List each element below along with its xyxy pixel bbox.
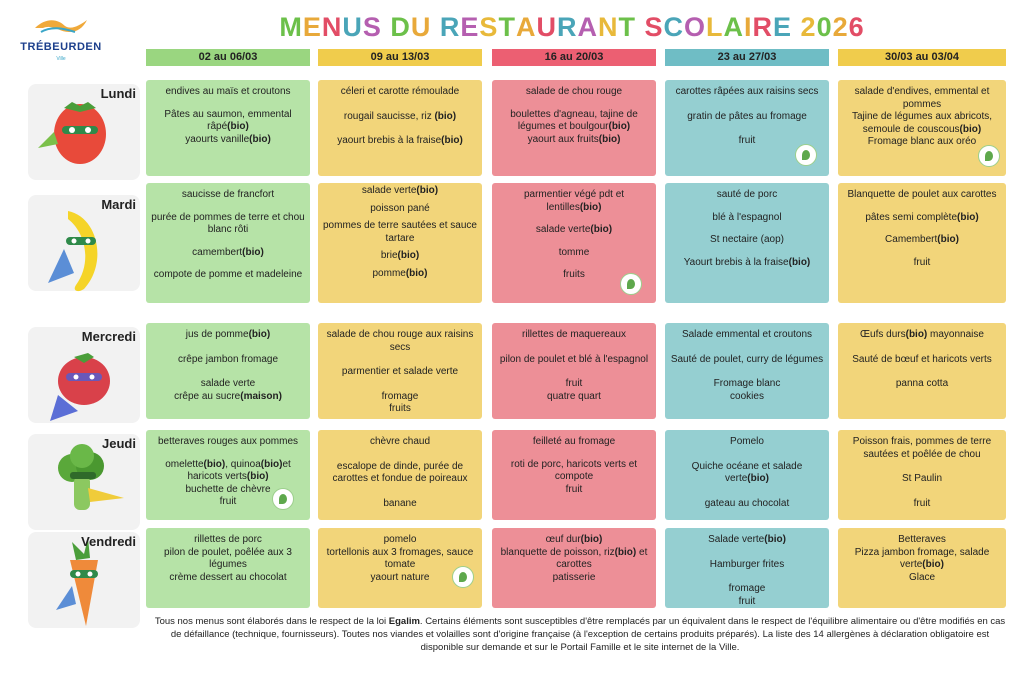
menu-item: Yaourt brebis à la fraise(bio)	[683, 256, 811, 268]
week-header-3: 16 au 20/03	[492, 49, 656, 66]
organic-label-icon	[978, 145, 1000, 167]
week-header-4: 23 au 27/03	[665, 49, 829, 66]
menu-cell-vendredi-week-5	[838, 528, 1006, 608]
organic-label-icon	[620, 273, 642, 295]
menu-cell-mardi-week-1	[146, 183, 310, 303]
menu-cell-jeudi-week-2	[318, 430, 482, 520]
menu-cell-mercredi-week-3	[492, 323, 656, 419]
menu-item: Quiche océane et salade verte(bio)	[691, 460, 803, 484]
day-label: Lundi	[100, 86, 136, 101]
menu-item: carottes râpées aux raisins secs	[675, 86, 819, 97]
menu-item: brie(bio)	[380, 250, 420, 261]
menu-item: betteraves rouges aux pommes	[157, 436, 299, 447]
menu-item: pâtes semi complète(bio)	[865, 211, 979, 223]
week-header-5: 30/03 au 03/04	[838, 49, 1006, 66]
menu-item: St Paulin	[901, 473, 943, 484]
organic-label-icon	[795, 144, 817, 166]
menu-item: Sauté de bœuf et haricots verts	[852, 353, 992, 365]
menu-item: salade d'endives, emmental et pommes Tajine de légumes aux abricots, semoule de couscous(bio) Fromage blanc aux oréo	[851, 86, 993, 147]
menu-item: salade verte(bio)	[361, 185, 439, 196]
menu-item: purée de pommes de terre et chou blanc rôti	[151, 211, 305, 235]
menu-item: St nectaire (aop)	[710, 234, 784, 245]
menu-item: Sauté de poulet, curry de légumes	[670, 353, 824, 365]
day-mardi	[14, 191, 142, 295]
menu-item: salade verte crêpe au sucre(maison)	[174, 378, 282, 402]
day-vendredi	[14, 528, 142, 632]
menu-item: salade de chou rouge aux raisins secs	[326, 329, 474, 353]
menu-item: Blanquette de poulet aux carottes	[847, 189, 997, 200]
menu-item: banane	[383, 497, 417, 509]
day-label: Mardi	[101, 197, 136, 212]
menu-item: pilon de poulet et blé à l'espagnol	[499, 353, 649, 365]
menu-cell-jeudi-week-4	[665, 430, 829, 520]
menu-cell-jeudi-week-3	[492, 430, 656, 520]
menu-cell-mardi-week-2	[318, 183, 482, 303]
menu-item: Camembert(bio)	[885, 234, 959, 245]
menu-item: fruit quatre quart	[547, 378, 601, 402]
menu-item: fruits	[563, 269, 585, 280]
footer-note: Tous nos menus sont élaborés dans le respect de la loi Egalim. Certains éléments sont susceptibles d'être remplacés par un équivalent dans le respect de l'équilibre alimentaire ou d'être modifiés en cas de défaillance (technique, fournisseurs). Toutes nos viandes et volailles sont d'origine française (à l'exception de certains produits préparés). La liste des 14 allergènes à déclaration obligatoire est disponible sur demande et sur le Portail Famille et le site internet de la Ville.	[154, 616, 1006, 653]
menu-item: blé à l'espagnol	[712, 211, 782, 223]
week-header-1: 02 au 06/03	[146, 49, 310, 66]
menu-item: rougail saucisse, riz (bio)	[343, 110, 457, 122]
menu-item: boulettes d'agneau, tajine de légumes et boulgour(bio) yaourt aux fruits(bio)	[510, 108, 638, 145]
menu-cell-lundi-week-2	[318, 80, 482, 176]
menu-item: pomme(bio)	[372, 267, 428, 279]
menu-item: rillettes de maquereaux	[522, 329, 626, 340]
menu-item: gateau au chocolat	[704, 497, 790, 509]
menu-cell-mercredi-week-2	[318, 323, 482, 419]
menu-cell-lundi-week-1	[146, 80, 310, 176]
menu-item: fruit	[913, 497, 931, 509]
menu-item: parmentier végé pdt et lentilles(bio)	[523, 189, 625, 213]
menu-item: Œufs durs(bio) mayonnaise	[860, 329, 984, 340]
menu-item: camembert(bio)	[192, 246, 264, 258]
menu-item: Betteraves Pizza jambon fromage, salade verte(bio) Glace	[854, 534, 990, 583]
menu-cell-mercredi-week-5	[838, 323, 1006, 419]
week-header-2: 09 au 13/03	[318, 49, 482, 66]
menu-item: Pâtes au saumon, emmental râpé(bio) yaourts vanille(bio)	[164, 108, 292, 145]
menu-item: salade de chou rouge	[525, 86, 623, 97]
menu-item: feilleté au fromage	[532, 436, 616, 447]
menu-item: fruit	[913, 256, 931, 268]
menu-item: fromage fruits	[381, 390, 419, 414]
day-mercredi	[14, 323, 142, 427]
menu-item: œuf dur(bio) blanquette de poisson, riz(bio) et carottes patisserie	[500, 534, 648, 583]
menu-item: fromage fruit	[728, 583, 766, 607]
menu-item: Pomelo	[730, 436, 764, 447]
menu-item: Salade emmental et croutons	[681, 329, 813, 340]
menu-item: yaourt brebis à la fraise(bio)	[337, 135, 463, 146]
menu-cell-vendredi-week-1	[146, 528, 310, 608]
menu-item: céleri et carotte rémoulade	[340, 86, 460, 97]
menu-item: chèvre chaud	[369, 436, 431, 447]
menu-item: sauté de porc	[716, 189, 778, 200]
menu-item: salade verte(bio)	[535, 224, 613, 235]
menu-cell-mercredi-week-1	[146, 323, 310, 419]
day-label: Jeudi	[102, 436, 136, 451]
menu-item: omelette(bio), quinoa(bio)et haricots verts(bio) buchette de chèvre fruit	[165, 458, 291, 507]
day-jeudi	[14, 430, 142, 534]
organic-label-icon	[272, 488, 294, 510]
menu-item: endives au maïs et croutons	[165, 86, 291, 97]
menu-item: roti de porc, haricots verts et compote fruit	[510, 458, 638, 495]
menu-item: Poisson frais, pommes de terre sautées et poêlée de chou	[852, 436, 992, 460]
menu-item: saucisse de francfort	[181, 189, 275, 200]
menu-item: compote de pomme et madeleine	[153, 269, 303, 280]
menu-item: rillettes de porc pilon de poulet, poêlée aux 3 légumes crème dessert au chocolat	[164, 534, 292, 583]
menu-cell-vendredi-week-4	[665, 528, 829, 608]
menu-item: Hamburger frites	[709, 558, 785, 570]
menu-item: gratin de pâtes au fromage	[687, 110, 807, 122]
menu-cell-jeudi-week-5	[838, 430, 1006, 520]
logo-name: TRÉBEURDEN	[20, 41, 102, 53]
menu-item: poisson pané	[370, 202, 430, 214]
menu-item: fruit	[738, 135, 756, 146]
menu-cell-mercredi-week-4	[665, 323, 829, 419]
menu-item: pommes de terre sautées et sauce tartare	[323, 220, 477, 244]
page-title: MENUS DU RESTAURANT SCOLAIRE 2026	[279, 12, 865, 42]
logo-tag: Ville	[56, 56, 66, 62]
day-lundi	[14, 80, 142, 184]
menu-cell-mardi-week-4	[665, 183, 829, 303]
menu-cell-vendredi-week-3	[492, 528, 656, 608]
day-label: Mercredi	[81, 329, 136, 344]
menu-item: tomme	[558, 246, 590, 258]
menu-item: jus de pomme(bio)	[185, 329, 271, 340]
menu-item: panna cotta	[895, 378, 949, 389]
menu-cell-mardi-week-5	[838, 183, 1006, 303]
menu-item: crêpe jambon fromage	[177, 353, 279, 365]
menu-item: Fromage blanc cookies	[713, 378, 781, 402]
menu-cell-lundi-week-3	[492, 80, 656, 176]
menu-item: Salade verte(bio)	[708, 534, 786, 545]
organic-label-icon	[452, 566, 474, 588]
menu-item: escalope de dinde, purée de carottes et fondue de poireaux	[332, 460, 468, 484]
day-label: Vendredi	[81, 534, 136, 549]
menu-item: parmentier et salade verte	[341, 366, 459, 377]
menu-item: pomelo tortellonis aux 3 fromages, sauce tomate yaourt nature	[326, 534, 474, 583]
